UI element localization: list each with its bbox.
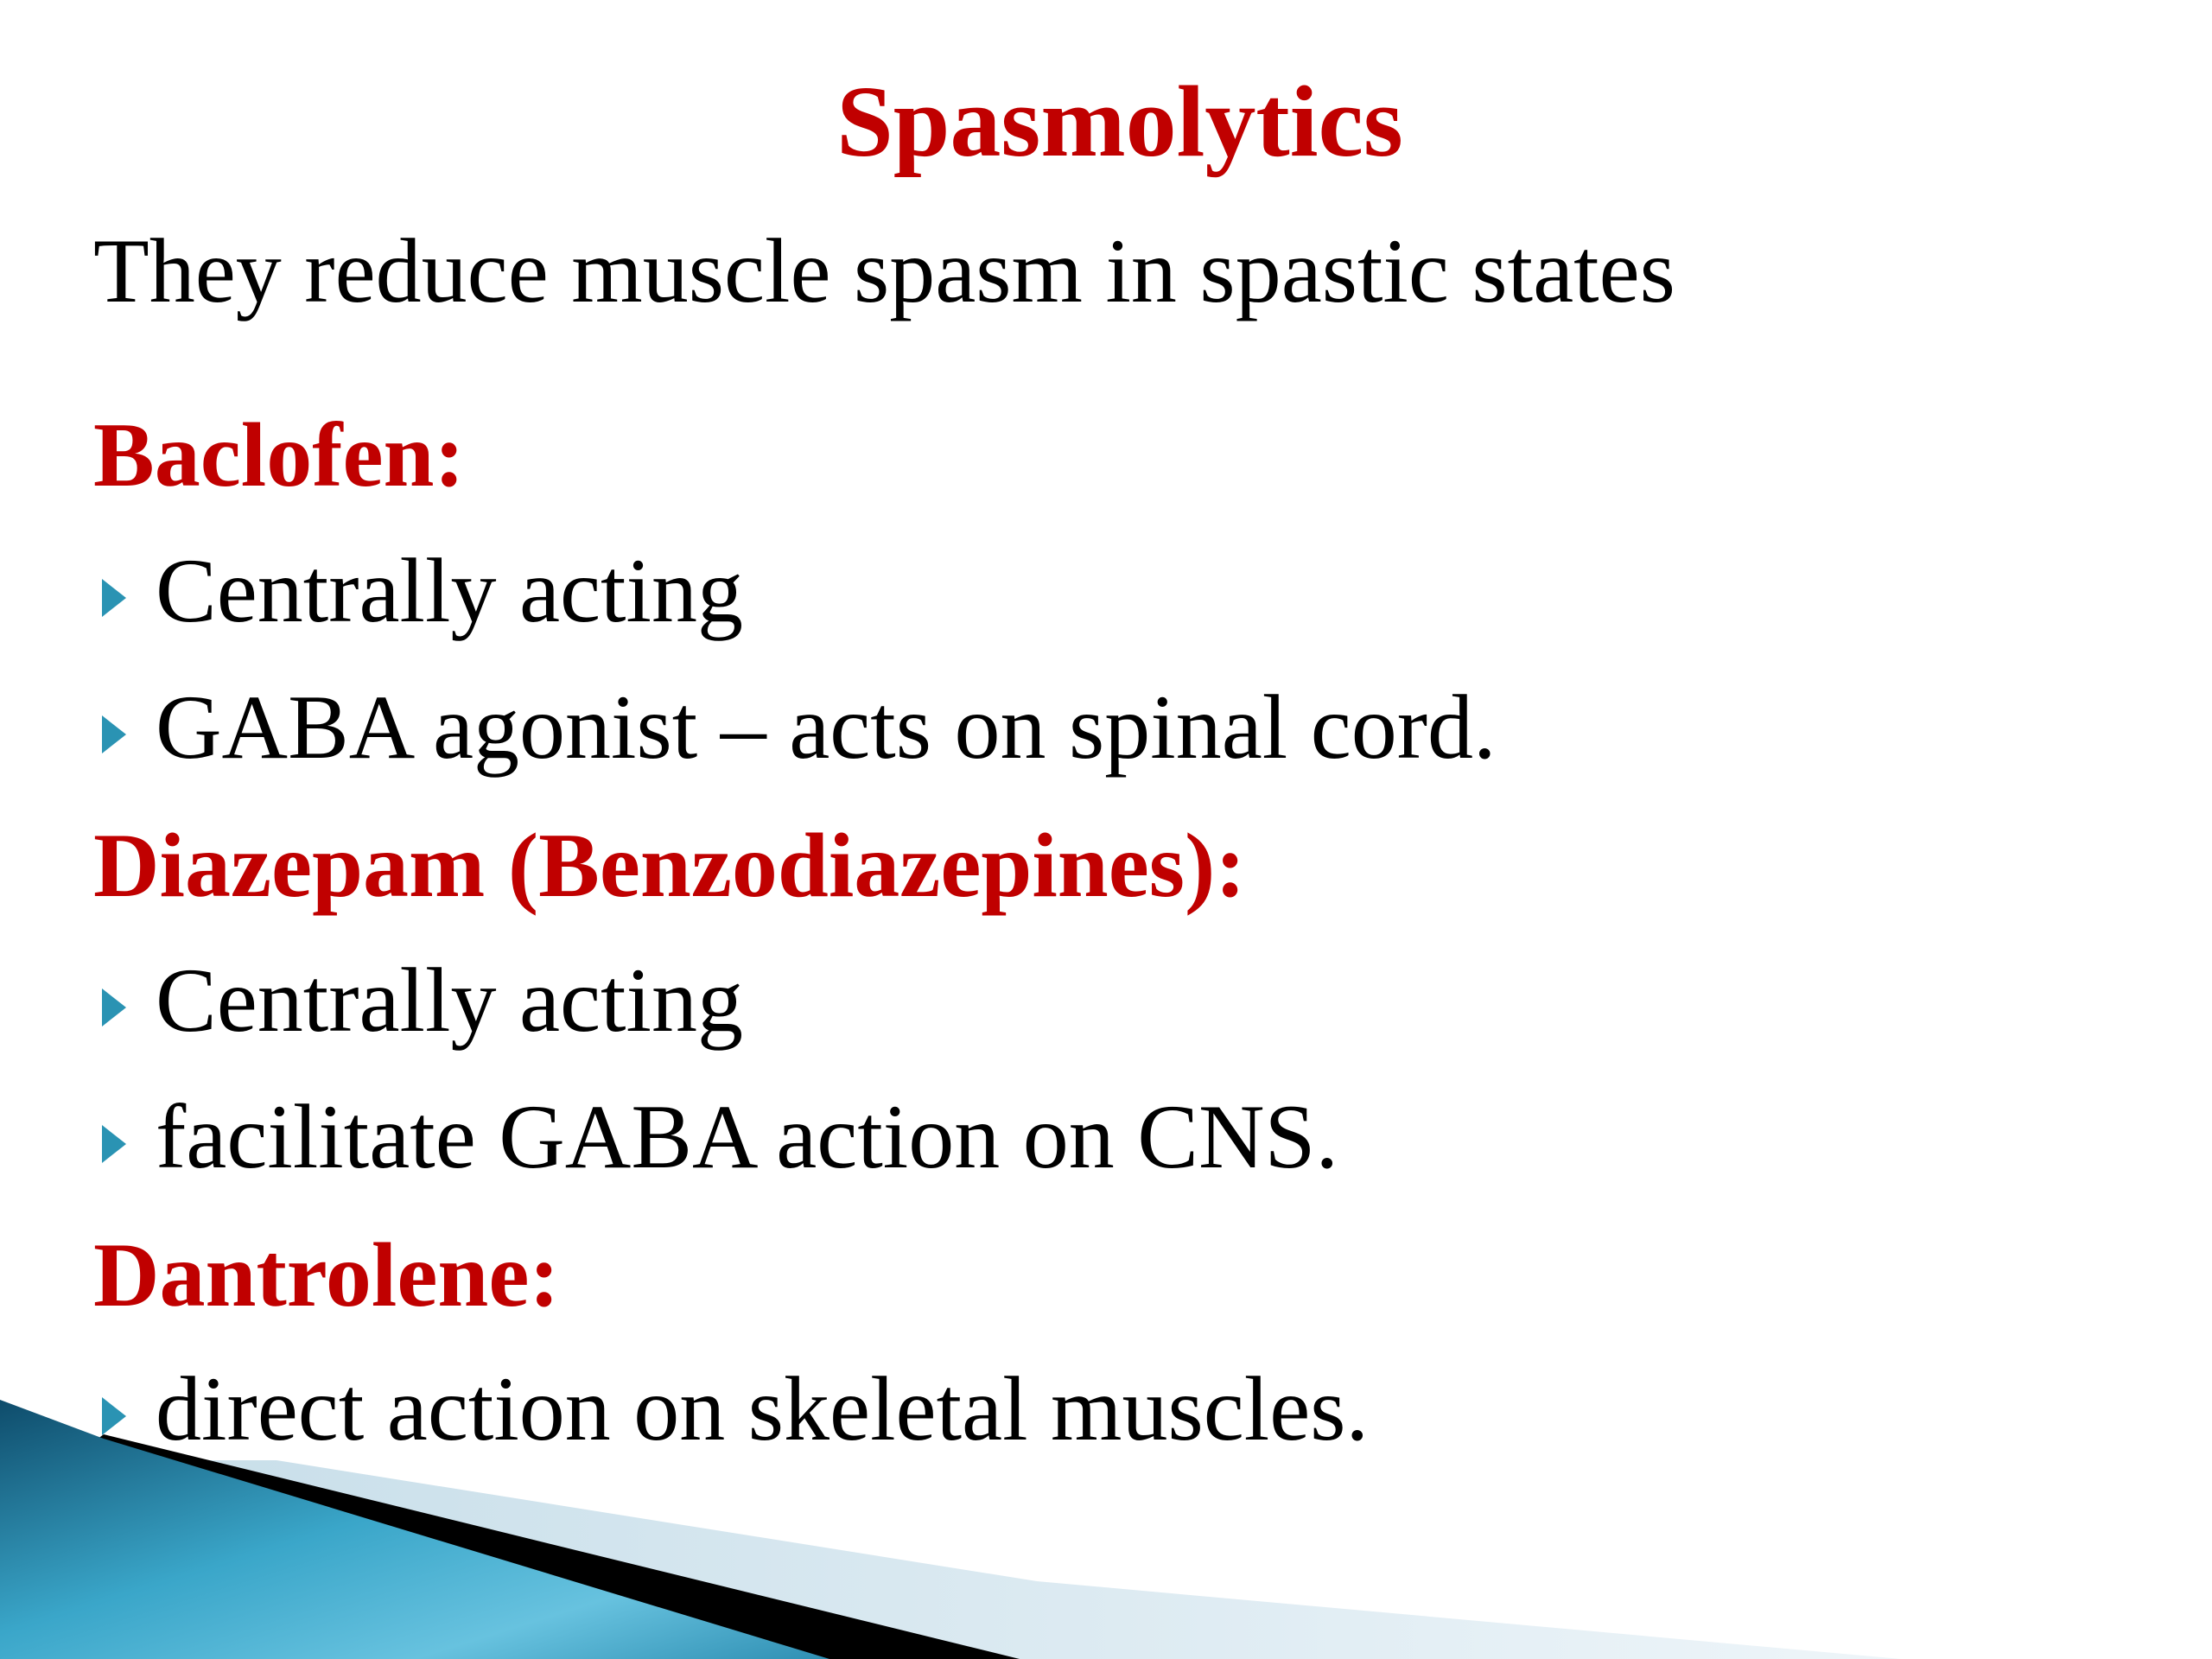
intro-text: They reduce muscle spasm in spastic states	[93, 220, 1675, 321]
list-item	[93, 1082, 1338, 1192]
list-item	[93, 672, 1497, 782]
list-item-text: Centrally acting	[156, 540, 743, 641]
section-heading-diazepam: Diazepam (Benzodiazepines):	[93, 815, 1246, 916]
list-item	[93, 1354, 1369, 1464]
slide-title: Spasmolytics	[836, 65, 1403, 178]
section-heading-dantrolene: Dantrolene:	[93, 1224, 560, 1325]
list-item-text: direct action on skeletal muscles.	[156, 1358, 1370, 1459]
list-item-text: facilitate GABA action on CNS.	[156, 1086, 1338, 1187]
bullet-arrow-icon	[102, 715, 126, 753]
list-item-text: Centrally acting	[156, 950, 743, 1051]
bullet-arrow-icon	[102, 1397, 126, 1435]
list-item	[93, 945, 743, 1055]
bullet-arrow-icon	[102, 1125, 126, 1163]
bullet-arrow-icon	[102, 988, 126, 1027]
list-item	[93, 536, 743, 645]
section-heading-baclofen: Baclofen:	[93, 404, 465, 505]
list-item-text: GABA agonist – acts on spinal cord.	[156, 677, 1497, 778]
bullet-arrow-icon	[102, 579, 126, 617]
